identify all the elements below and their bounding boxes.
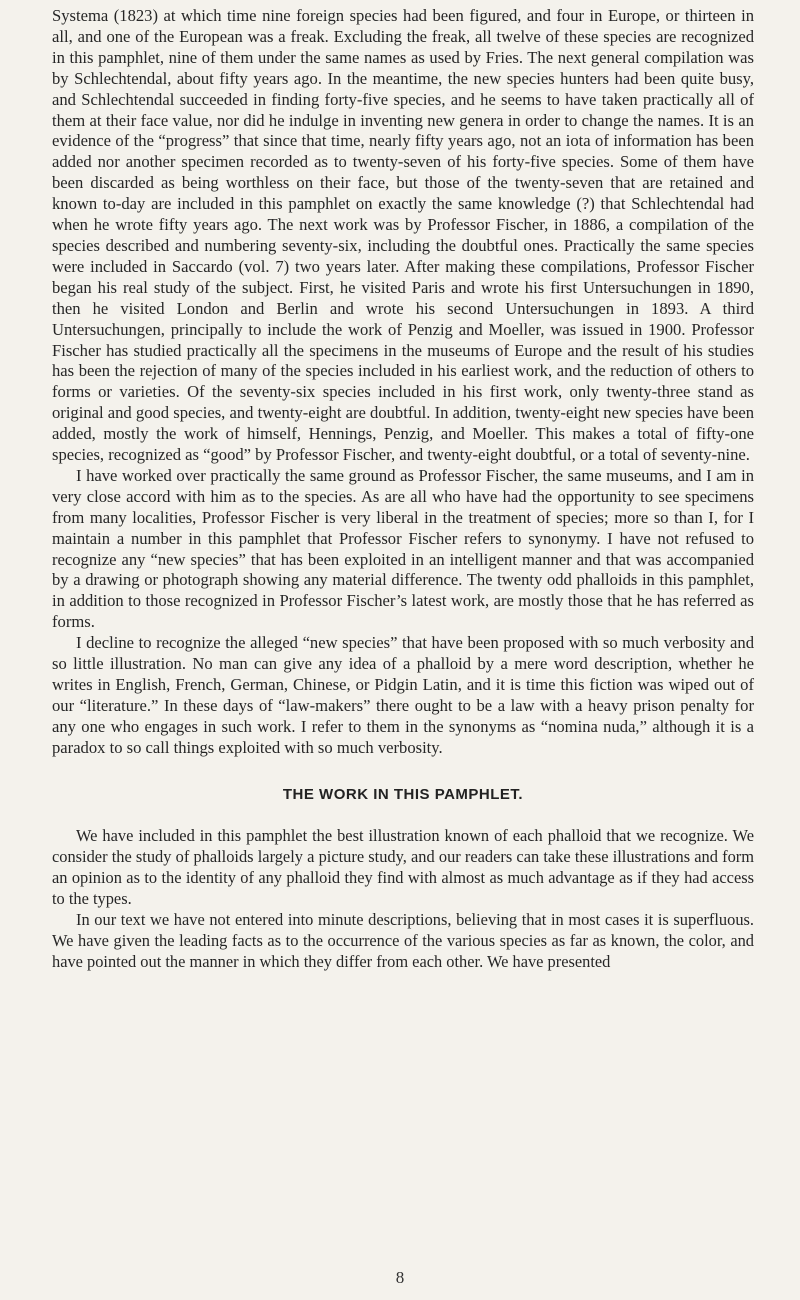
body-paragraph: I decline to recognize the alleged “new species” that have been proposed with so much verbosity and so little illustration. No man can give any idea of a phalloid by a mere word description, whether he writes in English, French, German, Chinese, or Pidgin Latin, and it is time this fiction was wiped out of our “literature.” In these days of “law-makers” there ought to be a law with a heavy prison penalty for any one who engages in such work. I refer to them in the synonyms as “nomina nuda,” although it is a paradox to so call things exploited with so much verbosity. xyxy=(52,633,754,757)
section-work-in-pamphlet xyxy=(52,785,754,972)
page-body xyxy=(52,6,754,972)
page-number: 8 xyxy=(395,1268,405,1287)
body-paragraph: In our text we have not entered into minute descriptions, believing that in most cases it is superfluous. We have given the leading facts as to the occurrence of the various species as far as known, the color, and have pointed out the manner in which they differ from each other. We have presented xyxy=(52,909,754,971)
section-heading: THE WORK IN THIS PAMPHLET. xyxy=(282,785,524,803)
body-paragraph: I have worked over practically the same ground as Professor Fischer, the same museums, and I am in very close accord with him as to the species. As are all who have had the opportunity to see specimens from many localities, Professor Fischer is very liberal in the treatment of species; more so than I, for I maintain a number in this pamphlet that Professor Fischer refers to synonymy. I have not refused to recognize any “new species” that has been exploited in an intelligent manner and that was accompanied by a drawing or photograph showing any material difference. The twenty odd phalloids in this pamphlet, in addition to those recognized in Professor Fischer’s latest work, are mostly those that he has referred as forms. xyxy=(52,465,754,632)
body-paragraph: We have included in this pamphlet the best illustration known of each phalloid that we recognize. We consider the study of phalloids largely a picture study, and our readers can take these illustrations and form an opinion as to the identity of any phalloid they find with almost as much advantage as if they had access to the types. xyxy=(52,825,754,908)
body-paragraph: Systema (1823) at which time nine foreign species had been figured, and four in Europe, or thirteen in all, and one of the European was a freak. Excluding the freak, all twelve of these species are recognized in this pamphlet, nine of them under the same names as used by Fries. The next general compilation was by Schlechtendal, about fifty years ago. In the meantime, the new species hunters had been quite busy, and Schlechtendal succeeded in finding forty-five species, and he seems to have taken practically all of them at their face value, nor did he indulge in inventing new genera in order to change the names. It is an evidence of the “progress” that since that time, nearly fifty years ago, not an iota of information has been added nor another specimen recorded as to twenty-seven of his forty-five species. Some of them have been discarded as being worthless on their face, but those of the twenty-seven that are retained and known to-day are included in this pamphlet on exactly the same knowledge (?) that Schlechtendal had when he wrote fifty years ago. The next work was by Professor Fischer, in 1886, a compilation of the species described and numbering seventy-six, including the doubtful ones. Practically the same species were included in Saccardo (vol. 7) two years later. After making these compilations, Professor Fischer began his real study of the subject. First, he visited Paris and wrote his first Untersuchungen in 1890, then he visited London and Berlin and wrote his second Untersuchungen in 1893. A third Untersuchungen, principally to include the work of Penzig and Moeller, was issued in 1900. Professor Fischer has studied practically all the specimens in the museums of Europe and the result of his studies has been the rejection of many of the species included in his earliest work, and the reduction of others to forms or varieties. Of the seventy-six species included in his first work, only twenty-three stand as original and good species, and twenty-eight are doubtful. In addition, twenty-eight new species have been added, mostly the work of himself, Hennings, Penzig, and Moeller. This makes a total of fifty-one species, recognized as “good” by Professor Fischer, and twenty-eight doubtful, or a total of seventy-nine. xyxy=(52,6,754,465)
